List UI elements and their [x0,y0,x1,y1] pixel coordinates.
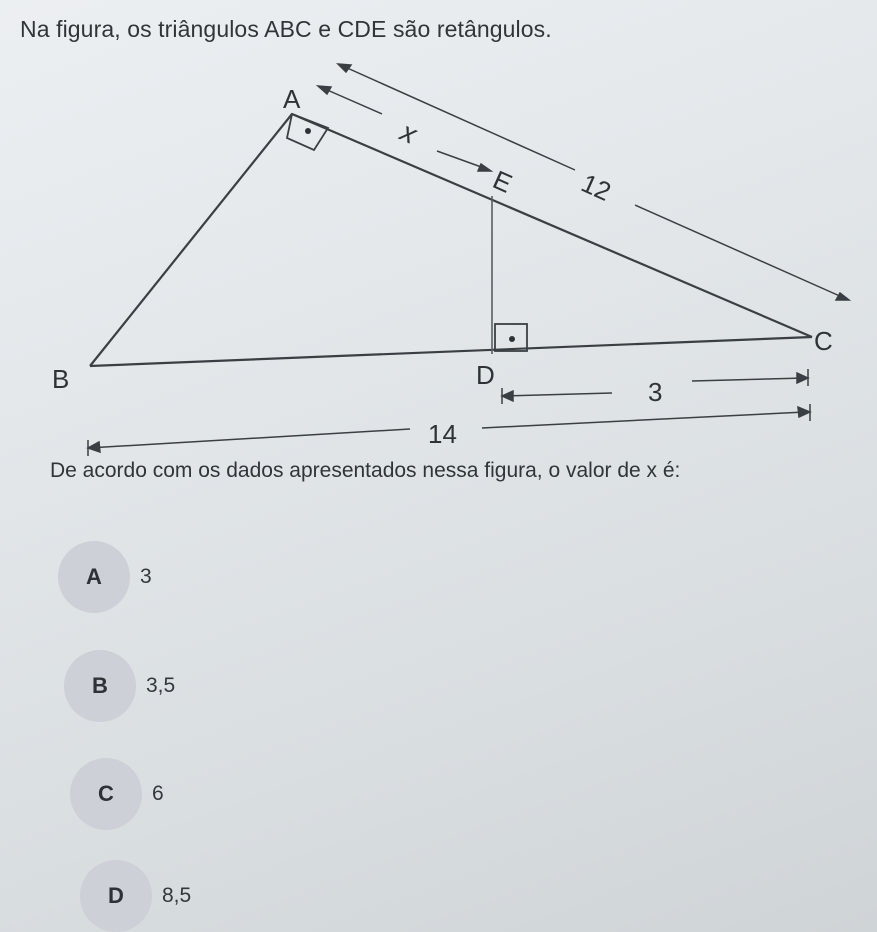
option-b[interactable] [64,650,175,722]
option-a[interactable] [58,541,152,613]
problem-statement: Na figura, os triângulos ABC e CDE são retângulos. [20,16,552,42]
label-dc-length: 3 [648,377,663,407]
question-text: De acordo com os dados apresentados nessa figura, o valor de x é: [50,459,681,482]
vertex-label-b: B [52,364,70,394]
label-x: x [396,115,422,150]
label-bc-length: 14 [428,419,457,449]
side-ac [292,114,812,337]
option-d-value: 8,5 [162,884,192,907]
right-angle-marker-a [287,114,328,150]
vertex-label-e: E [488,164,517,199]
triangle-figure [0,0,877,460]
side-bc [90,337,812,366]
option-c[interactable] [70,758,164,830]
option-a-value: 3 [140,565,152,588]
option-d-letter: D [80,860,152,932]
label-ac-length: 12 [576,167,616,207]
side-ab [90,114,292,366]
vertex-label-c: C [814,326,833,356]
vertex-label-d: D [476,360,495,390]
option-b-value: 3,5 [146,674,176,697]
option-c-value: 6 [152,782,164,805]
option-c-letter: C [70,758,142,830]
right-angle-marker-d [495,324,527,351]
option-b-letter: B [64,650,136,722]
option-a-letter: A [58,541,130,613]
vertex-label-a: A [283,84,301,114]
option-d[interactable] [80,860,191,932]
